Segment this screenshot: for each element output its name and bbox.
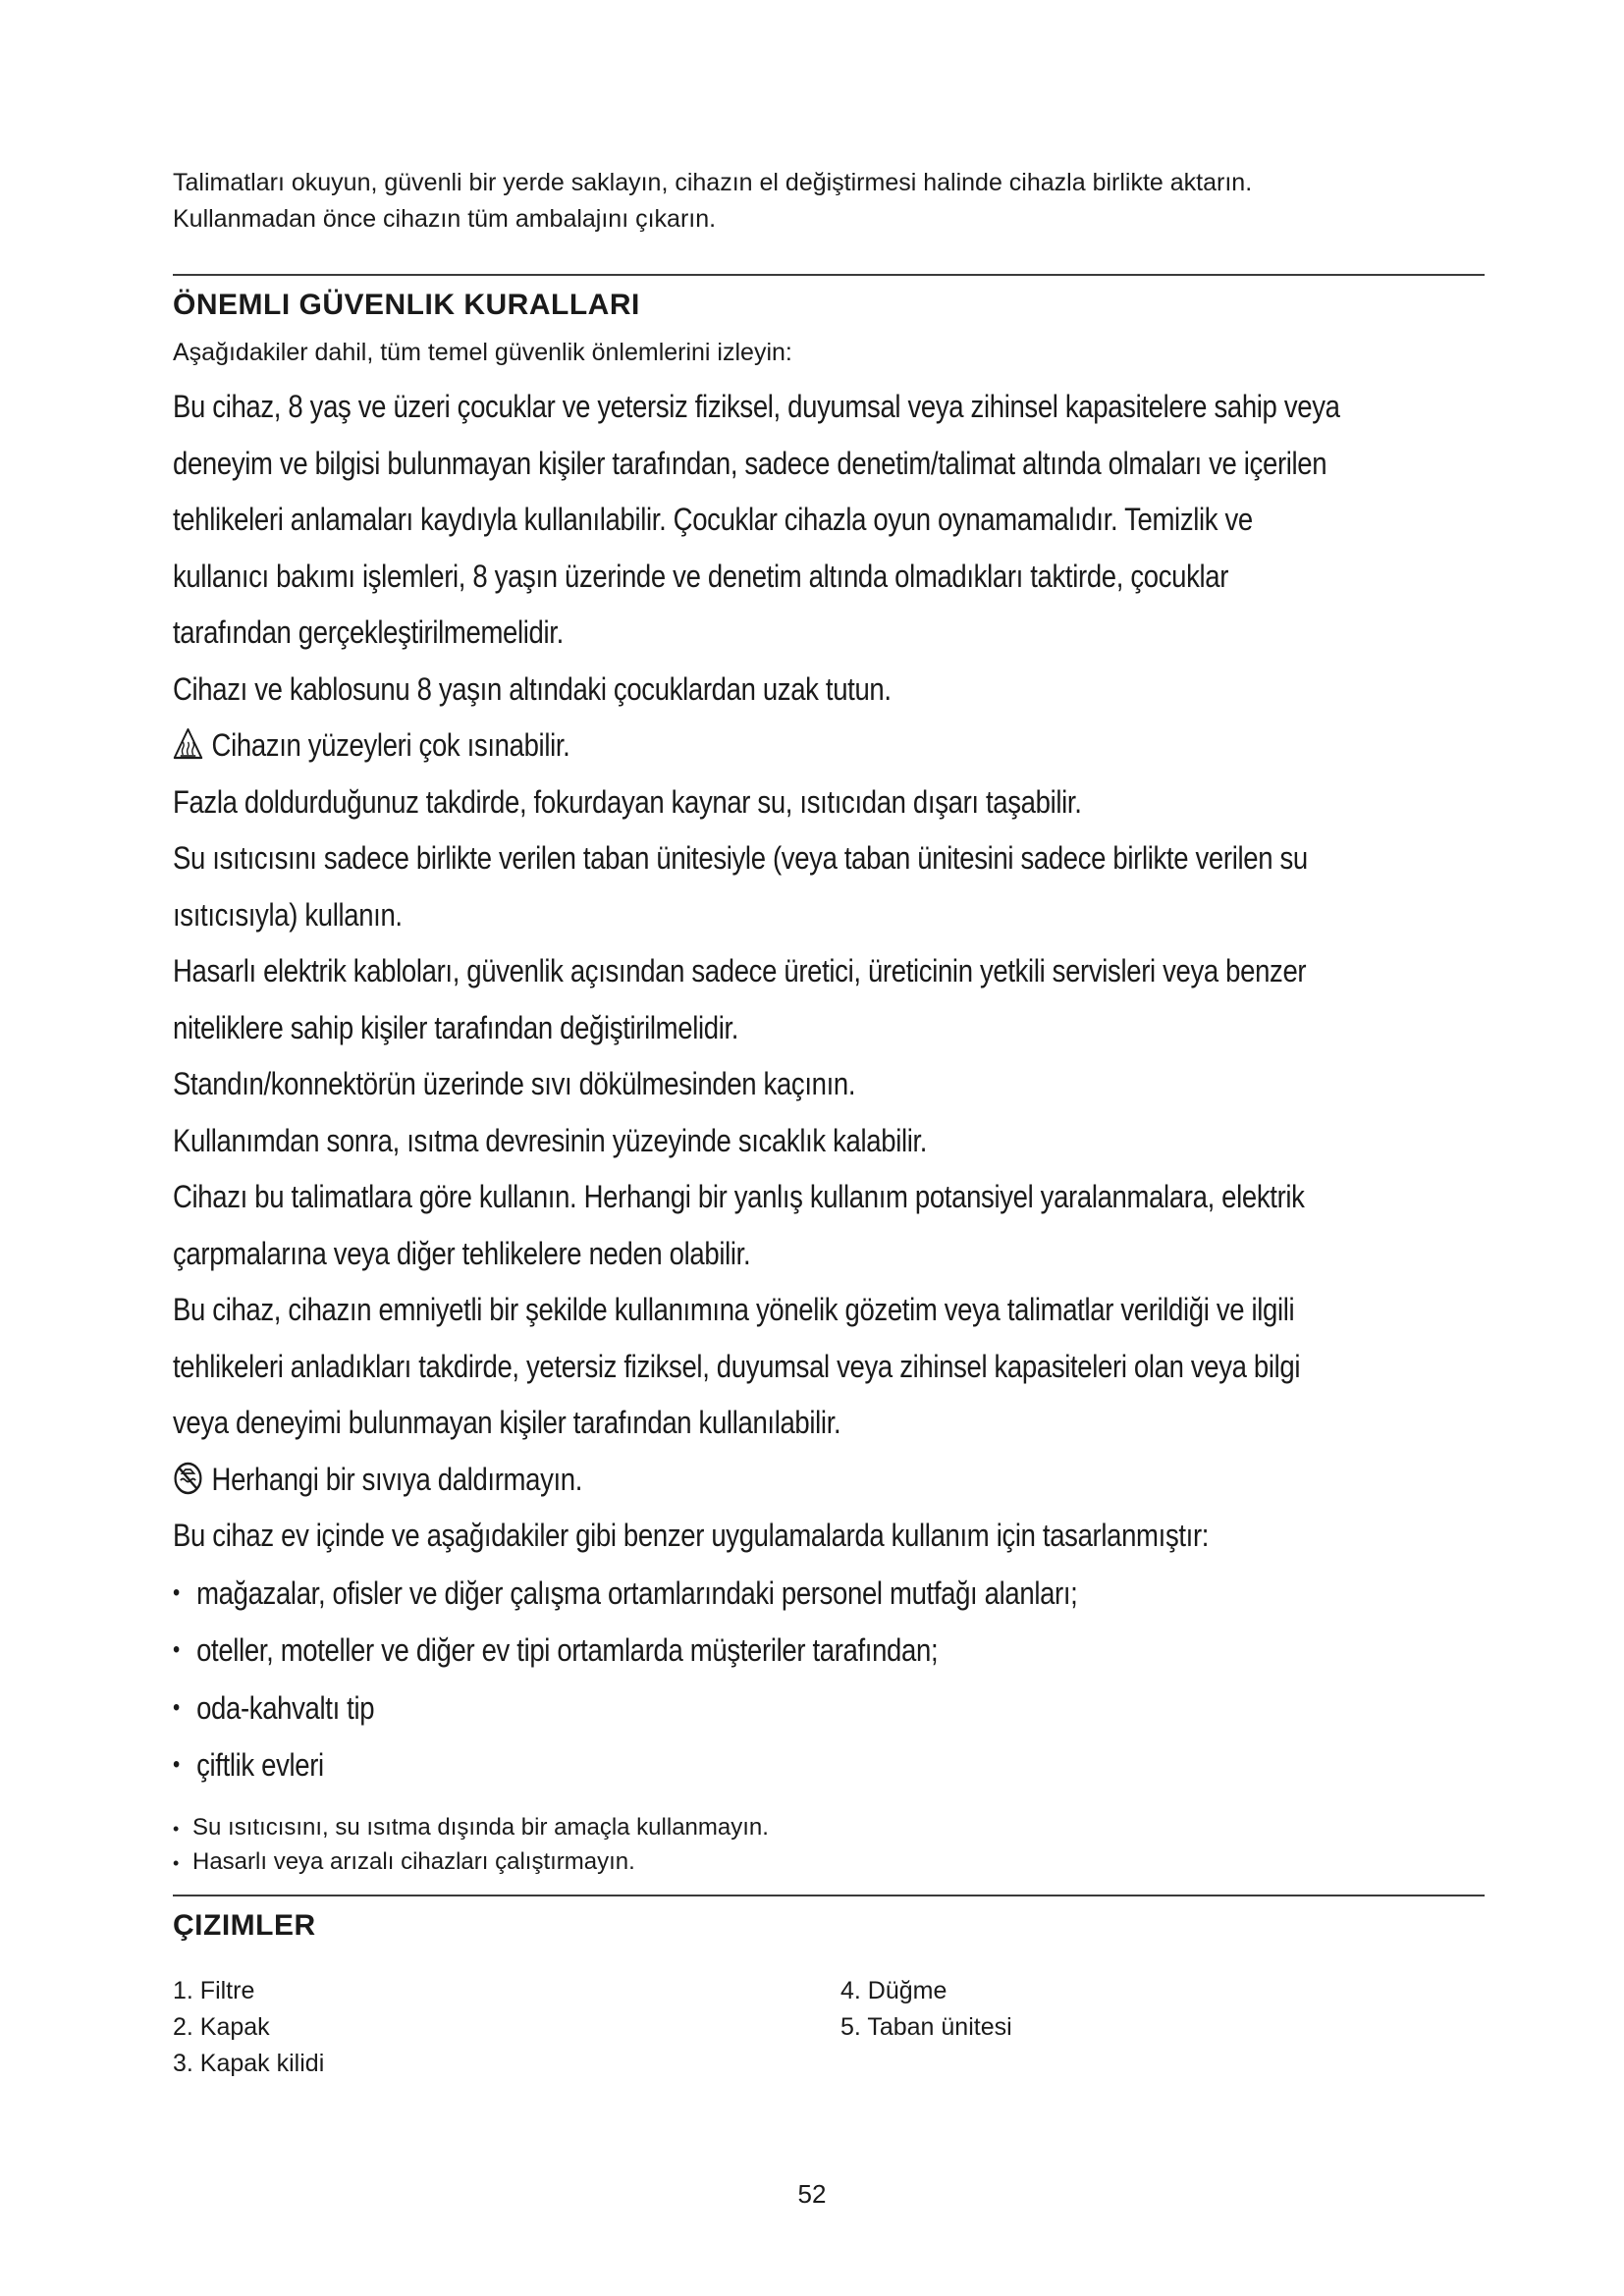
divider xyxy=(173,274,1485,276)
usage-intro: Bu cihaz ev içinde ve aşağıdakiler gibi benzer uygulamalarda kullanım için tasarlanmıştır: xyxy=(173,1518,1210,1553)
list-item xyxy=(173,1811,769,1845)
list-item xyxy=(173,1845,769,1880)
body-line: Cihazı ve kablosunu 8 yaşın altındaki çocuklardan uzak tutun. xyxy=(173,670,892,707)
body-line: Bu cihaz, cihazın emniyetli bir şekilde kullanımına yönelik gözetim veya talimatlar verildiği ve ilgili xyxy=(173,1292,1295,1327)
safety-heading: ÖNEMLI GÜVENLIK KURALLARI xyxy=(173,289,640,321)
body-line: niteliklere sahip kişiler tarafından değiştirilmelidir. xyxy=(173,1009,739,1045)
hot-surface-warning xyxy=(173,718,1490,774)
part-item: 2. Kapak xyxy=(173,2013,270,2041)
bullet-dot: • xyxy=(173,1819,180,1839)
safety-subline: Aşağıdakiler dahil, tüm temel güvenlik önlemlerini izleyin: xyxy=(173,339,792,366)
body-line: Standın/konnektörün üzerinde sıvı dökülmesinden kaçının. xyxy=(173,1066,856,1101)
parts-list-right xyxy=(840,1973,1012,2046)
body-line: tehlikeleri anlamaları kaydıyla kullanılabilir. Çocuklar cihazla oyun oynamamalıdır. Temizlik ve xyxy=(173,502,1253,537)
body-line: çarpmalarına veya diğer tehlikelere neden olabilir. xyxy=(173,1235,751,1271)
hot-surface-warning-icon xyxy=(173,726,203,762)
list-item: • mağazalar, ofisler ve diğer çalışma ortamlarındaki personel mutfağı alanları; xyxy=(173,1565,1490,1623)
list-item-text: Su ısıtıcısını, su ısıtma dışında bir amaçla kullanmayın. xyxy=(192,1814,769,1841)
do-not-immerse-icon xyxy=(173,1461,203,1496)
part-item: 3. Kapak kilidi xyxy=(173,2050,325,2077)
intro-paragraph xyxy=(173,165,1489,238)
safety-body xyxy=(173,379,1490,1794)
parts-list-left xyxy=(173,1973,324,2082)
usage-list xyxy=(173,1565,1490,1794)
no-immerse-warning xyxy=(173,1452,1490,1509)
body-line: veya deneyimi bulunmayan kişiler tarafından kullanılabilir. xyxy=(173,1405,841,1440)
body-line: Cihazı bu talimatlara göre kullanın. Herhangi bir yanlış kullanım potansiyel yaralanmalara, elektrik xyxy=(173,1179,1305,1214)
small-bullet-list xyxy=(173,1811,769,1880)
part-item: 4. Düğme xyxy=(840,1977,947,2004)
intro-line: Kullanmadan önce cihazın tüm ambalajını çıkarın. xyxy=(173,205,717,233)
body-line: tarafından gerçekleştirilmemelidir. xyxy=(173,614,564,650)
drawings-heading: ÇIZIMLER xyxy=(173,1909,316,1942)
list-item-text: Hasarlı veya arızalı cihazları çalıştırmayın. xyxy=(192,1848,635,1875)
body-line: ısıtıcısıyla) kullanın. xyxy=(173,896,403,933)
list-item: • oda-kahvaltı tip xyxy=(173,1680,1490,1737)
part-item: 5. Taban ünitesi xyxy=(840,2013,1012,2041)
body-line: Hasarlı elektrik kabloları, güvenlik açısından sadece üretici, üreticinin yetkili servisleri veya benzer xyxy=(173,953,1307,988)
body-line: tehlikeleri anladıkları takdirde, yetersiz fiziksel, duyumsal veya zihinsel kapasiteleri olan veya bilgi xyxy=(173,1348,1301,1384)
divider xyxy=(173,1895,1485,1896)
intro-line: Talimatları okuyun, güvenli bir yerde saklayın, cihazın el değiştirmesi halinde cihazla birlikte aktarın. xyxy=(173,169,1253,196)
body-line: Bu cihaz, 8 yaş ve üzeri çocuklar ve yetersiz fiziksel, duyumsal veya zihinsel kapasitelere sahip veya xyxy=(173,389,1340,424)
body-line: Su ısıtıcısını sadece birlikte verilen taban ünitesiyle (veya taban ünitesini sadece birlikte verilen su xyxy=(173,840,1308,876)
list-item: • çiftlik evleri xyxy=(173,1736,1490,1794)
page-number: 52 xyxy=(797,2179,827,2209)
bullet-dot: • xyxy=(173,1853,180,1873)
body-line: deneyim ve bilgisi bulunmayan kişiler tarafından, sadece denetim/talimat altında olmaları ve içerilen xyxy=(173,445,1327,481)
body-line: kullanıcı bakımı işlemleri, 8 yaşın üzerinde ve denetim altında olmadıkları taktirde, çocuklar xyxy=(173,558,1229,594)
part-item: 1. Filtre xyxy=(173,1977,255,2004)
list-item: • oteller, moteller ve diğer ev tipi ortamlarda müşteriler tarafından; xyxy=(173,1622,1490,1680)
body-line: Kullanımdan sonra, ısıtma devresinin yüzeyinde sıcaklık kalabilir. xyxy=(173,1122,928,1158)
body-line: Fazla doldurduğunuz takdirde, fokurdayan kaynar su, ısıtıcıdan dışarı taşabilir. xyxy=(173,783,1082,820)
hot-surface-text: Cihazın yüzeyleri çok ısınabilir. xyxy=(211,727,570,763)
no-immerse-text: Herhangi bir sıvıya daldırmayın. xyxy=(211,1461,583,1497)
